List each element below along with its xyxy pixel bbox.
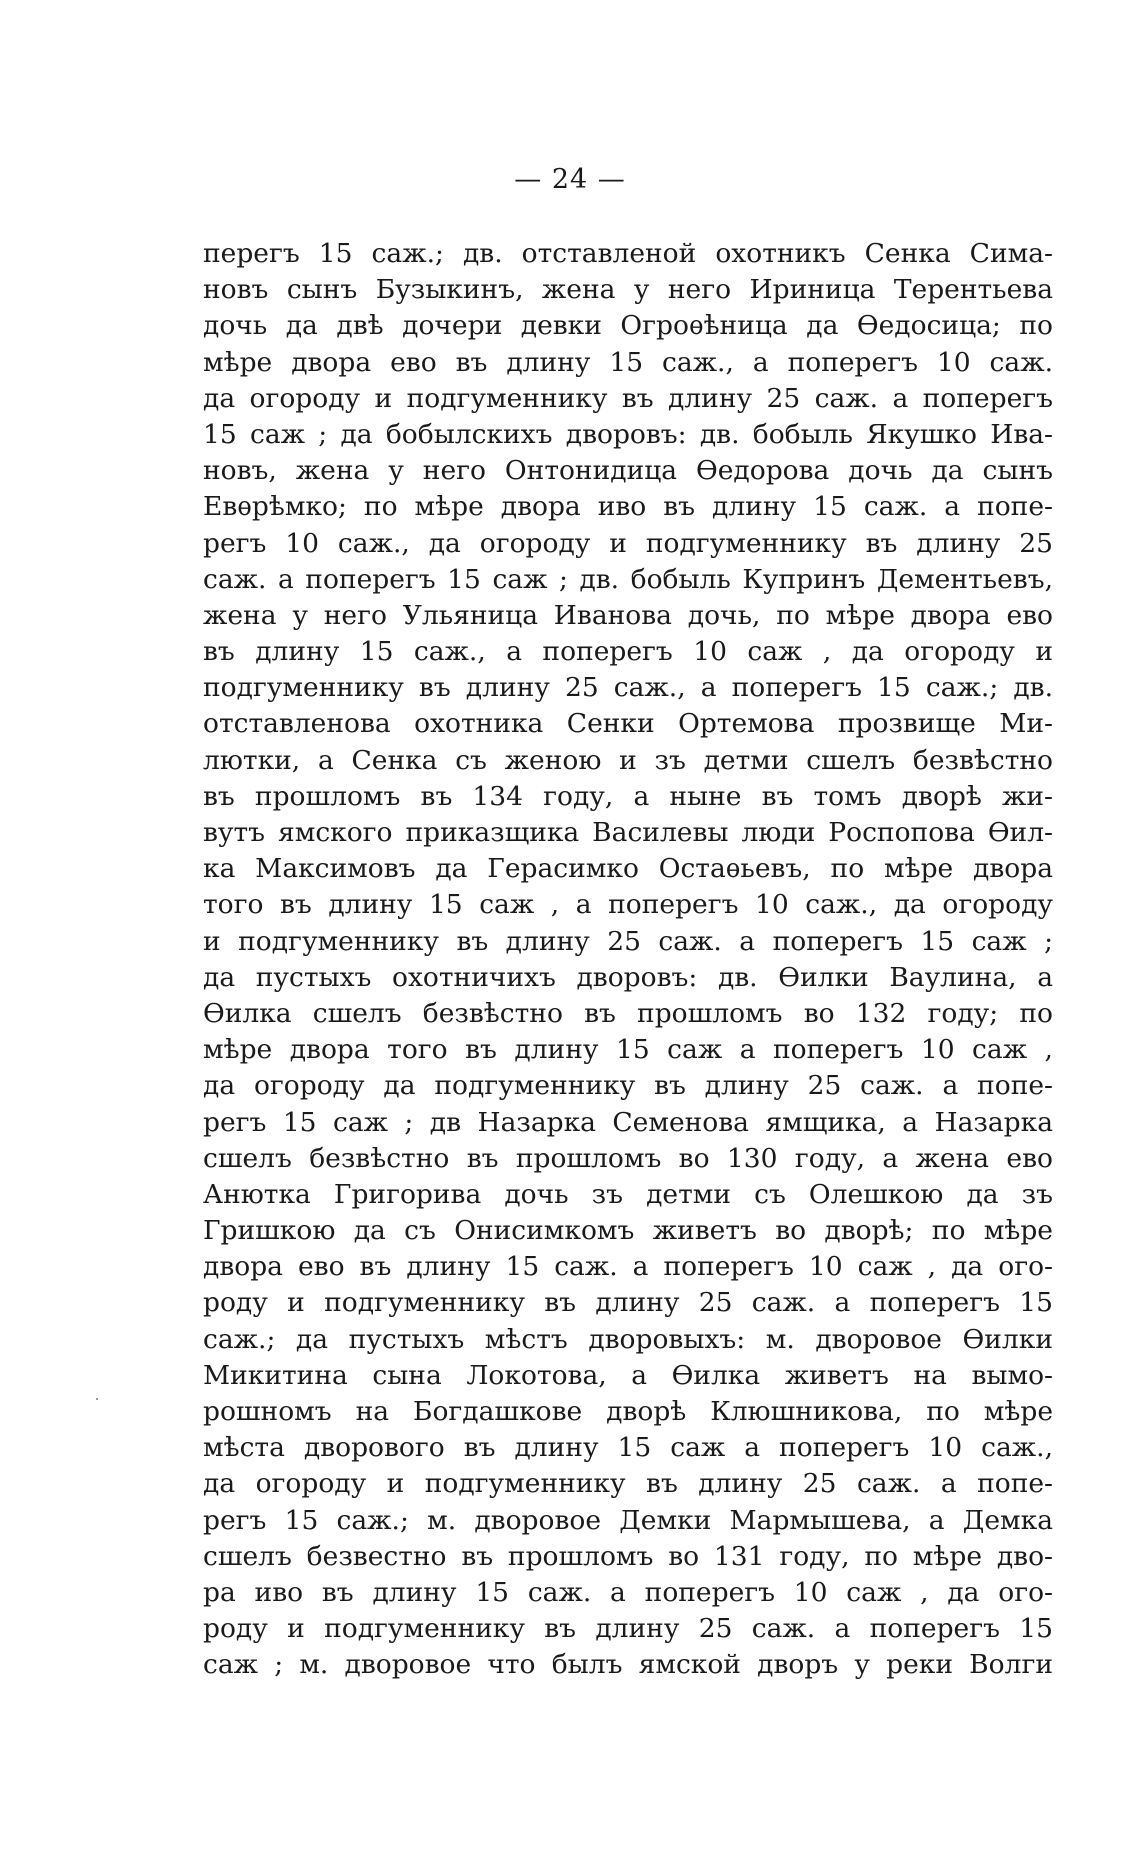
text-line: новъ сынъ Бузыкинъ, жена у него Ириница Терентьева <box>203 274 1053 306</box>
text-line: мѣста дворового въ длину 15 саж а поперегъ 10 саж., <box>203 1432 1053 1464</box>
text-line: роду и подгуменнику въ длину 25 саж. а поперегъ 15 <box>203 1613 1053 1645</box>
text-line: Микитина сына Локотова, а Ѳилка живетъ на вымо- <box>203 1359 1053 1391</box>
text-line: лютки, а Сенка съ женою и зъ детми сшелъ безвѣстно <box>203 744 1053 776</box>
text-line: регъ 15 саж.; м. дворовое Демки Мармышева, а Демка <box>203 1504 1053 1536</box>
page-number: — 24 — <box>514 164 626 195</box>
text-line: въ длину 15 саж., а поперегъ 10 саж , да огороду и <box>203 636 1053 668</box>
text-line: саж ; м. дворовое что былъ ямской дворъ у реки Волги <box>203 1649 1053 1681</box>
text-line: да огороду и подгуменнику въ длину 25 саж. а поперегъ <box>203 382 1053 414</box>
text-line: Евѳрѣмко; по мѣре двора иво въ длину 15 саж. а попе- <box>203 491 1053 523</box>
text-line: двора ево въ длину 15 саж. а поперегъ 10 саж , да ого- <box>203 1251 1053 1283</box>
text-line: роду и подгуменнику въ длину 25 саж. а поперегъ 15 <box>203 1287 1053 1319</box>
text-line: ка Максимовъ да Герасимко Остаѳьевъ, по мѣре двора <box>203 853 1053 885</box>
text-line: да пустыхъ охотничихъ дворовъ: дв. Ѳилки Ваулина, а <box>203 961 1053 993</box>
text-line: новъ, жена у него Онтонидица Ѳедорова дочь да сынъ <box>203 455 1053 487</box>
text-line: сшелъ безвестно въ прошломъ во 131 году, по мѣре дво- <box>203 1540 1053 1572</box>
text-line: подгуменнику въ длину 25 саж., а поперегъ 15 саж.; дв. <box>203 672 1053 704</box>
body-text <box>203 236 1053 1684</box>
text-line: дочь да двѣ дочери девки Огроѳѣница да Ѳедосица; по <box>203 310 1053 342</box>
text-line: перегъ 15 саж.; дв. отставленой охотникъ Сенка Сима- <box>203 238 1053 269</box>
text-line: Гришкою да съ Онисимкомъ живетъ во дворѣ; по мѣре <box>203 1215 1053 1247</box>
margin-speck <box>96 1398 98 1400</box>
text-line: въ прошломъ въ 134 году, а ныне въ томъ дворѣ жи- <box>203 780 1053 812</box>
text-line: того въ длину 15 саж , а поперегъ 10 саж., да огороду <box>203 889 1053 921</box>
text-line: саж.; да пустыхъ мѣстъ дворовыхъ: м. дворовое Ѳилки <box>203 1323 1053 1355</box>
text-line: и подгуменнику въ длину 25 саж. а поперегъ 15 саж ; <box>203 925 1053 957</box>
text-line: саж. а поперегъ 15 саж ; дв. бобыль Купринъ Дементьевъ, <box>203 563 1053 595</box>
text-line: да огороду и подгуменнику въ длину 25 саж. а попе- <box>203 1468 1053 1500</box>
text-line: вутъ ямского приказщика Василевы люди Роспопова Ѳил- <box>203 817 1053 848</box>
text-line: сшелъ безвѣстно въ прошломъ во 130 году, а жена ево <box>203 1142 1053 1174</box>
text-line: жена у него Ульяница Иванова дочь, по мѣре двора ево <box>203 599 1053 631</box>
text-line: отставленова охотника Сенки Ортемова прозвище Ми- <box>203 708 1053 740</box>
text-line: регъ 15 саж ; дв Назарка Семенова ямщика, а Назарка <box>203 1106 1053 1138</box>
text-line: мѣре двора ево въ длину 15 саж., а поперегъ 10 саж. <box>203 346 1053 378</box>
text-line: регъ 10 саж., да огороду и подгуменнику въ длину 25 <box>203 527 1053 559</box>
text-line: мѣре двора того въ длину 15 саж а поперегъ 10 саж , <box>203 1034 1053 1066</box>
text-line: Анютка Григорива дочь зъ детми съ Олешкою да зъ <box>203 1178 1053 1210</box>
text-line: Ѳилка сшелъ безвѣстно въ прошломъ во 132 году; по <box>203 997 1053 1029</box>
text-line: рошномъ на Богдашкове дворѣ Клюшникова, по мѣре <box>203 1396 1053 1427</box>
text-line: ра иво въ длину 15 саж. а поперегъ 10 саж , да ого- <box>203 1576 1053 1608</box>
text-line: да огороду да подгуменнику въ длину 25 саж. а попе- <box>203 1070 1053 1102</box>
text-line: 15 саж ; да бобылскихъ дворовъ: дв. бобыль Якушко Ива- <box>203 418 1053 450</box>
